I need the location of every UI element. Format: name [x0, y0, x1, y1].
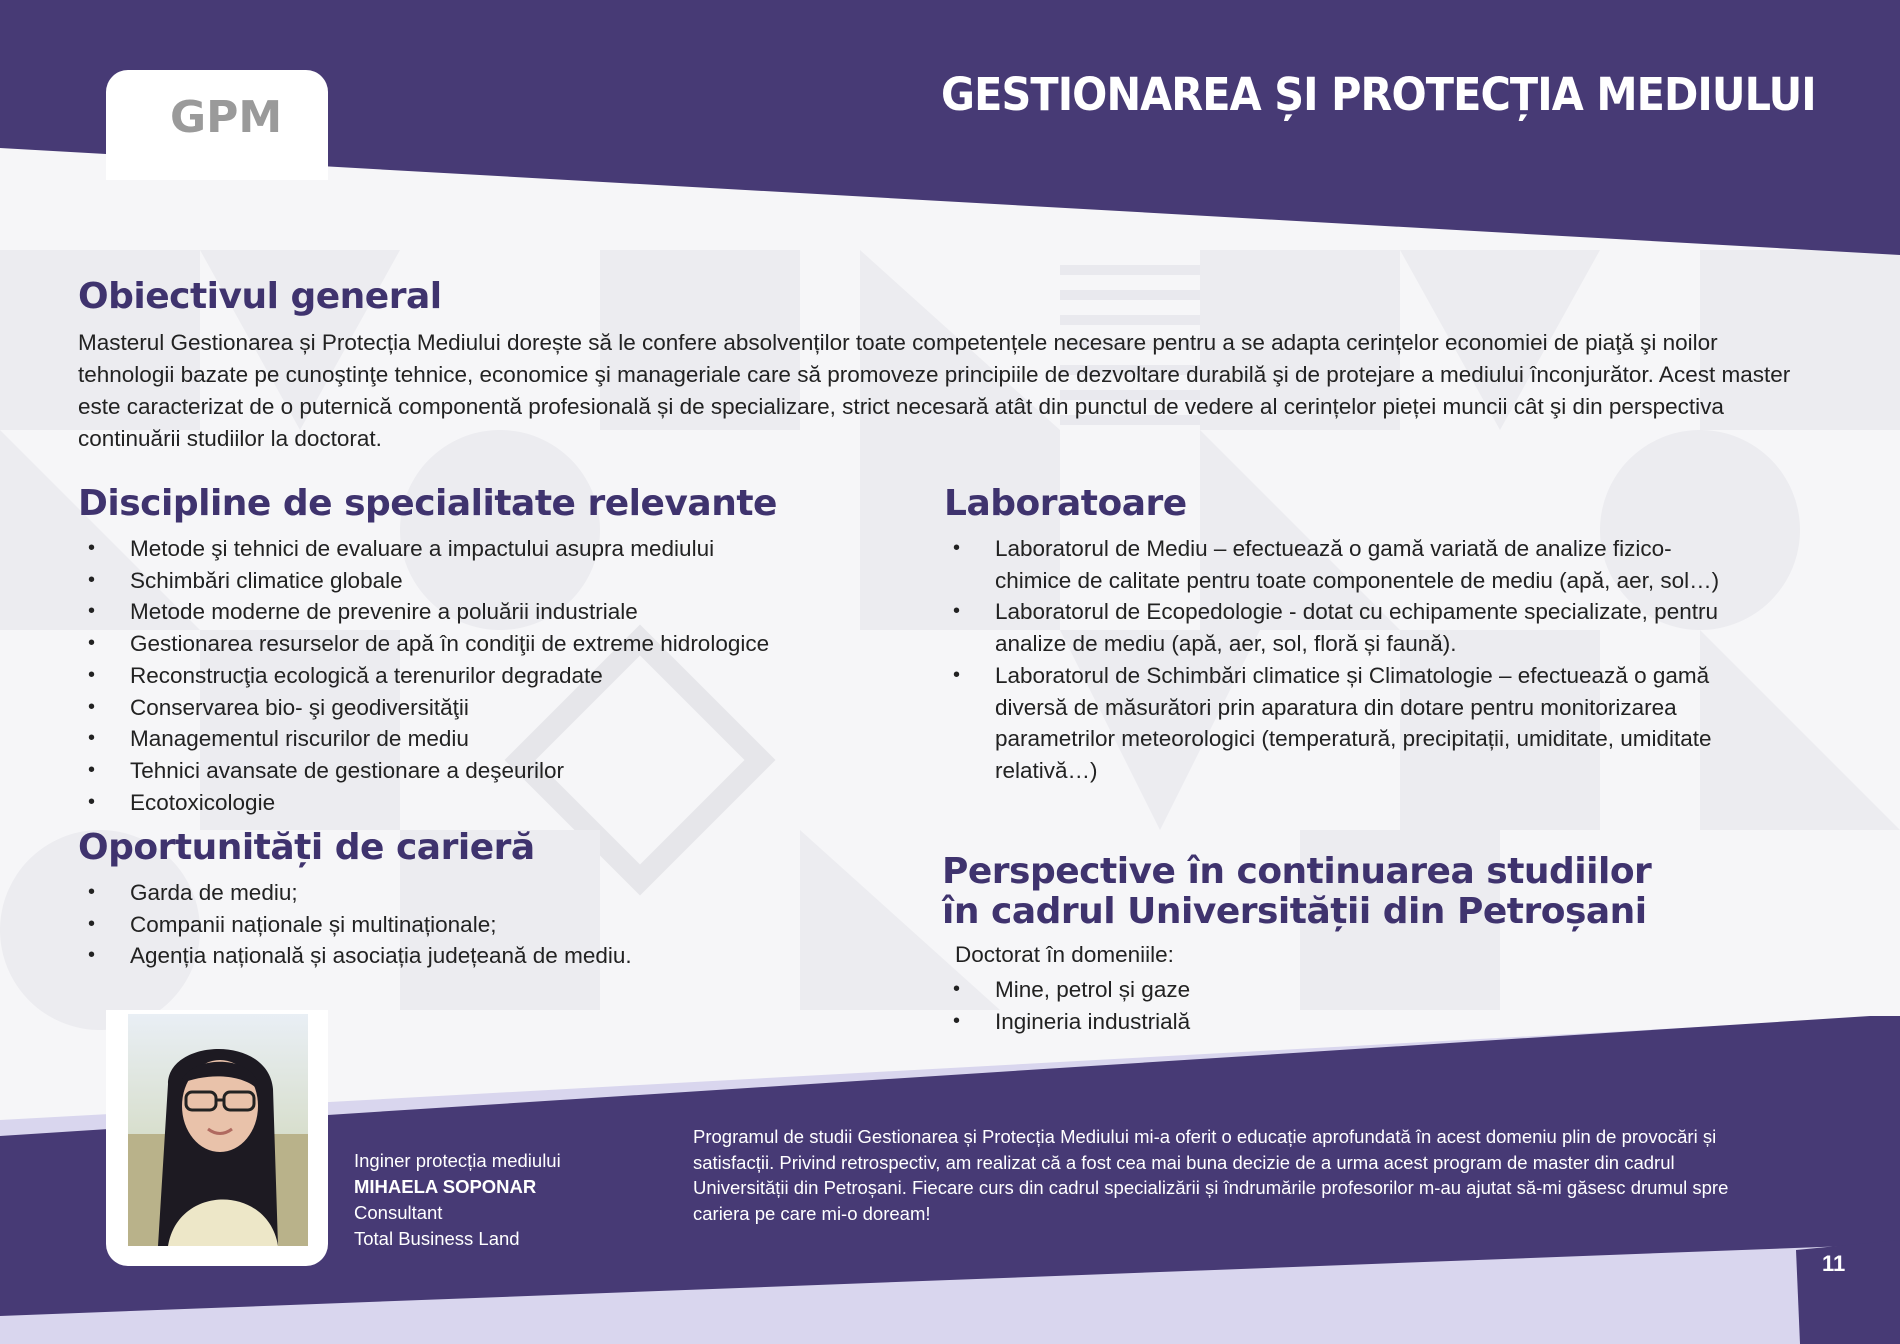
- list-item: • Metode şi tehnici de evaluare a impactului asupra mediului: [80, 533, 880, 565]
- list-item: • Companii naționale și multinaționale;: [80, 909, 880, 941]
- careers-list: [80, 877, 880, 972]
- person-name: MIHAELA SOPONAR: [354, 1176, 537, 1197]
- portrait-photo: [128, 1014, 308, 1246]
- list-item: • Tehnici avansate de gestionare a deşeurilor: [80, 755, 880, 787]
- list-item: • Agenția națională și asociația județeană de mediu.: [80, 940, 880, 972]
- section-tab-label: GPM: [170, 92, 283, 143]
- list-item: • Gestionarea resurselor de apă în condiţii de extreme hidrologice: [80, 628, 880, 660]
- perspectives-heading: [942, 852, 1651, 932]
- objective-text: Masterul Gestionarea și Protecția Mediului dorește să le confere absolvenților toate competențele necesare pentru a se adapta cerințelor economiei de piaţă şi noilor tehnologii bazate pe cunoştinţe tehnice, economice şi manageriale care să promoveze principiile de dezvoltare durabilă şi de protejare a mediului înconjurător. Acest master este caracterizat de o puternică componentă profesională și de specializare, strict necesară atât din punctul de vedere al cerințelor pieței muncii cât şi din perspectiva continuării studiilor la doctorat.: [78, 330, 1791, 451]
- list-item: • Ingineria industrială: [945, 1006, 1645, 1038]
- list-item: • Laboratorul de Mediu – efectuează o gamă variată de analize fizico-chimice de calitate pentru toate componentele de mediu (apă, aer, sol…): [945, 533, 1735, 596]
- list-item: • Mine, petrol și gaze: [945, 974, 1645, 1006]
- testimonial-quote: Programul de studii Gestionarea și Protecția Mediului mi-a oferit o educație aprofundată în acest domeniu plin de provocări și satisfacții. Privind retrospectiv, am realizat că a fost cea mai buna decizie de a urma acest program de master din cadrul Universității din Petroșani. Fiecare curs din cadrul specializării și îndrumările profesorilor m-au ajutat să-mi găsesc drumul spre cariera pe care mi-o doream!: [693, 1126, 1729, 1224]
- person-company: Total Business Land: [354, 1228, 520, 1249]
- list-item: • Laboratorul de Ecopedologie - dotat cu echipamente specializate, pentru analize de mediu (apă, aer, sol, floră și faună).: [945, 596, 1735, 659]
- careers-heading: Oportunități de carieră: [78, 827, 535, 868]
- labs-heading: Laboratoare: [944, 483, 1187, 524]
- testimonial-person: [354, 1148, 561, 1252]
- list-item: • Garda de mediu;: [80, 877, 880, 909]
- list-item: • Laboratorul de Schimbări climatice și Climatologie – efectuează o gamă diversă de măsurători prin aparatura din dotare pentru monitorizarea parametrilor meteorologici (temperatură, precipitații, umiditate, umiditate relativă…): [945, 660, 1735, 787]
- perspectives-heading-line2: în cadrul Universității din Petroșani: [942, 891, 1647, 932]
- list-item: • Conservarea bio- şi geodiversităţii: [80, 692, 880, 724]
- list-item: • Ecotoxicologie: [80, 787, 880, 819]
- page-title: GESTIONAREA ȘI PROTECȚIA MEDIULUI: [941, 68, 1816, 121]
- perspectives-intro: Doctorat în domeniile:: [955, 942, 1174, 967]
- list-item: • Schimbări climatice globale: [80, 565, 880, 597]
- list-item: • Reconstrucţia ecologică a terenurilor degradate: [80, 660, 880, 692]
- perspectives-heading-line1: Perspective în continuarea studiilor: [942, 851, 1652, 892]
- list-item: • Metode moderne de prevenire a poluării industriale: [80, 596, 880, 628]
- disciplines-list: [80, 533, 880, 818]
- person-role: Inginer protecția mediului: [354, 1150, 561, 1171]
- labs-list: [945, 533, 1735, 787]
- disciplines-heading: Discipline de specialitate relevante: [78, 483, 777, 524]
- list-item: • Managementul riscurilor de mediu: [80, 723, 880, 755]
- page-number: 11: [1822, 1251, 1846, 1276]
- objective-heading: Obiectivul general: [78, 276, 442, 317]
- person-position: Consultant: [354, 1202, 443, 1223]
